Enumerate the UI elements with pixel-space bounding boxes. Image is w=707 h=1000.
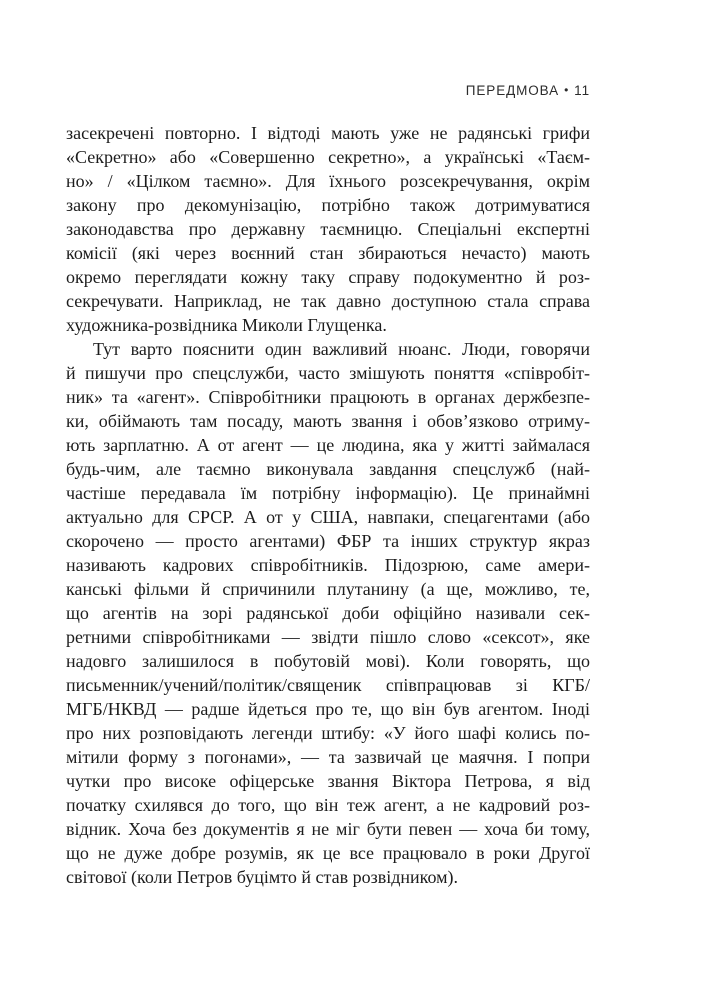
text-line: й пишучи про спецслужби, часто змішують поняття «співробіт- <box>66 363 590 383</box>
text-line: світової (коли Петров буцімто й став розвідником). <box>66 867 459 887</box>
text-line: чутки про високе офіцерське звання Віктора Петрова, я від <box>66 771 590 791</box>
text-line: початку схилявся до того, що він теж агент, а не кадровий роз- <box>66 795 590 815</box>
text-line: МГБ/НКВД — радше йдеться про те, що він був агентом. Іноді <box>66 699 590 719</box>
running-header-title: ПЕРЕДМОВА <box>465 83 560 98</box>
text-line: скорочено — просто агентами) ФБР та інших структур якраз <box>66 531 590 551</box>
text-line: закону про декомунізацію, потрібно також дотримуватися <box>66 195 590 215</box>
text-line: про них розповідають легенди штибу: «У його шафі колись по- <box>66 723 590 743</box>
header-separator-bullet: • <box>564 83 570 97</box>
text-line: окремо переглядати кожну таку справу подокументно й роз- <box>66 267 590 287</box>
text-line: письменник/учений/політик/священик співпрацював зі КГБ/ <box>66 675 590 695</box>
text-line: канські фільми й спричинили плутанину (а ще, можливо, те, <box>66 579 590 599</box>
paragraph <box>66 337 590 889</box>
text-line: комісії (які через воєнний стан збираються нечасто) мають <box>66 243 590 263</box>
text-line: «Секретно» або «Совершенно секретно», а українські «Таєм- <box>66 147 590 167</box>
text-line: називають кадрових співробітників. Підозрюю, саме амери- <box>66 555 590 575</box>
text-line: Тут варто пояснити один важливий нюанс. Люди, говорячи <box>93 339 590 359</box>
text-line: но» / «Цілком таємно». Для їхнього розсекречування, окрім <box>66 171 590 191</box>
text-line: ють зарплатню. А от агент — це людина, яка у житті займалася <box>66 435 590 455</box>
text-line: секречувати. Наприклад, не так давно доступною стала справа <box>66 291 590 311</box>
text-line: законодавства про державну таємницю. Спеціальні експертні <box>66 219 590 239</box>
text-line: надовго залишилося в побутовій мові). Коли говорять, що <box>66 651 590 671</box>
text-line: художника-розвідника Миколи Глущенка. <box>66 315 387 335</box>
running-header <box>466 83 590 98</box>
text-line: що агентів на зорі радянської доби офіційно називали сек- <box>66 603 590 623</box>
text-line: будь-чим, але таємно виконувала завдання спецслужб (най- <box>66 459 590 479</box>
text-line: ки, обіймають там посаду, мають звання і обов’язково отриму- <box>66 411 590 431</box>
text-line: засекречені повторно. І відтоді мають уже не радянські грифи <box>66 123 590 143</box>
paragraph <box>66 121 590 337</box>
text-block <box>66 121 590 889</box>
page-number: 11 <box>574 83 590 98</box>
text-line: частіше передавала їм потрібну інформацію). Це принаймні <box>66 483 590 503</box>
text-line: що не дуже добре розумів, як це все працювало в роки Другої <box>66 843 590 863</box>
text-line: актуально для СРСР. А от у США, навпаки, спецагентами (або <box>66 507 590 527</box>
text-line: відник. Хоча без документів я не міг бути певен — хоча би тому, <box>66 819 590 839</box>
text-line: ник» та «агент». Співробітники працюють в органах держбезпе- <box>66 387 590 407</box>
text-line: ретними співробітниками — звідти пішло слово «сексот», яке <box>66 627 590 647</box>
text-line: мітили форму з погонами», — та зазвичай це маячня. І попри <box>66 747 590 767</box>
